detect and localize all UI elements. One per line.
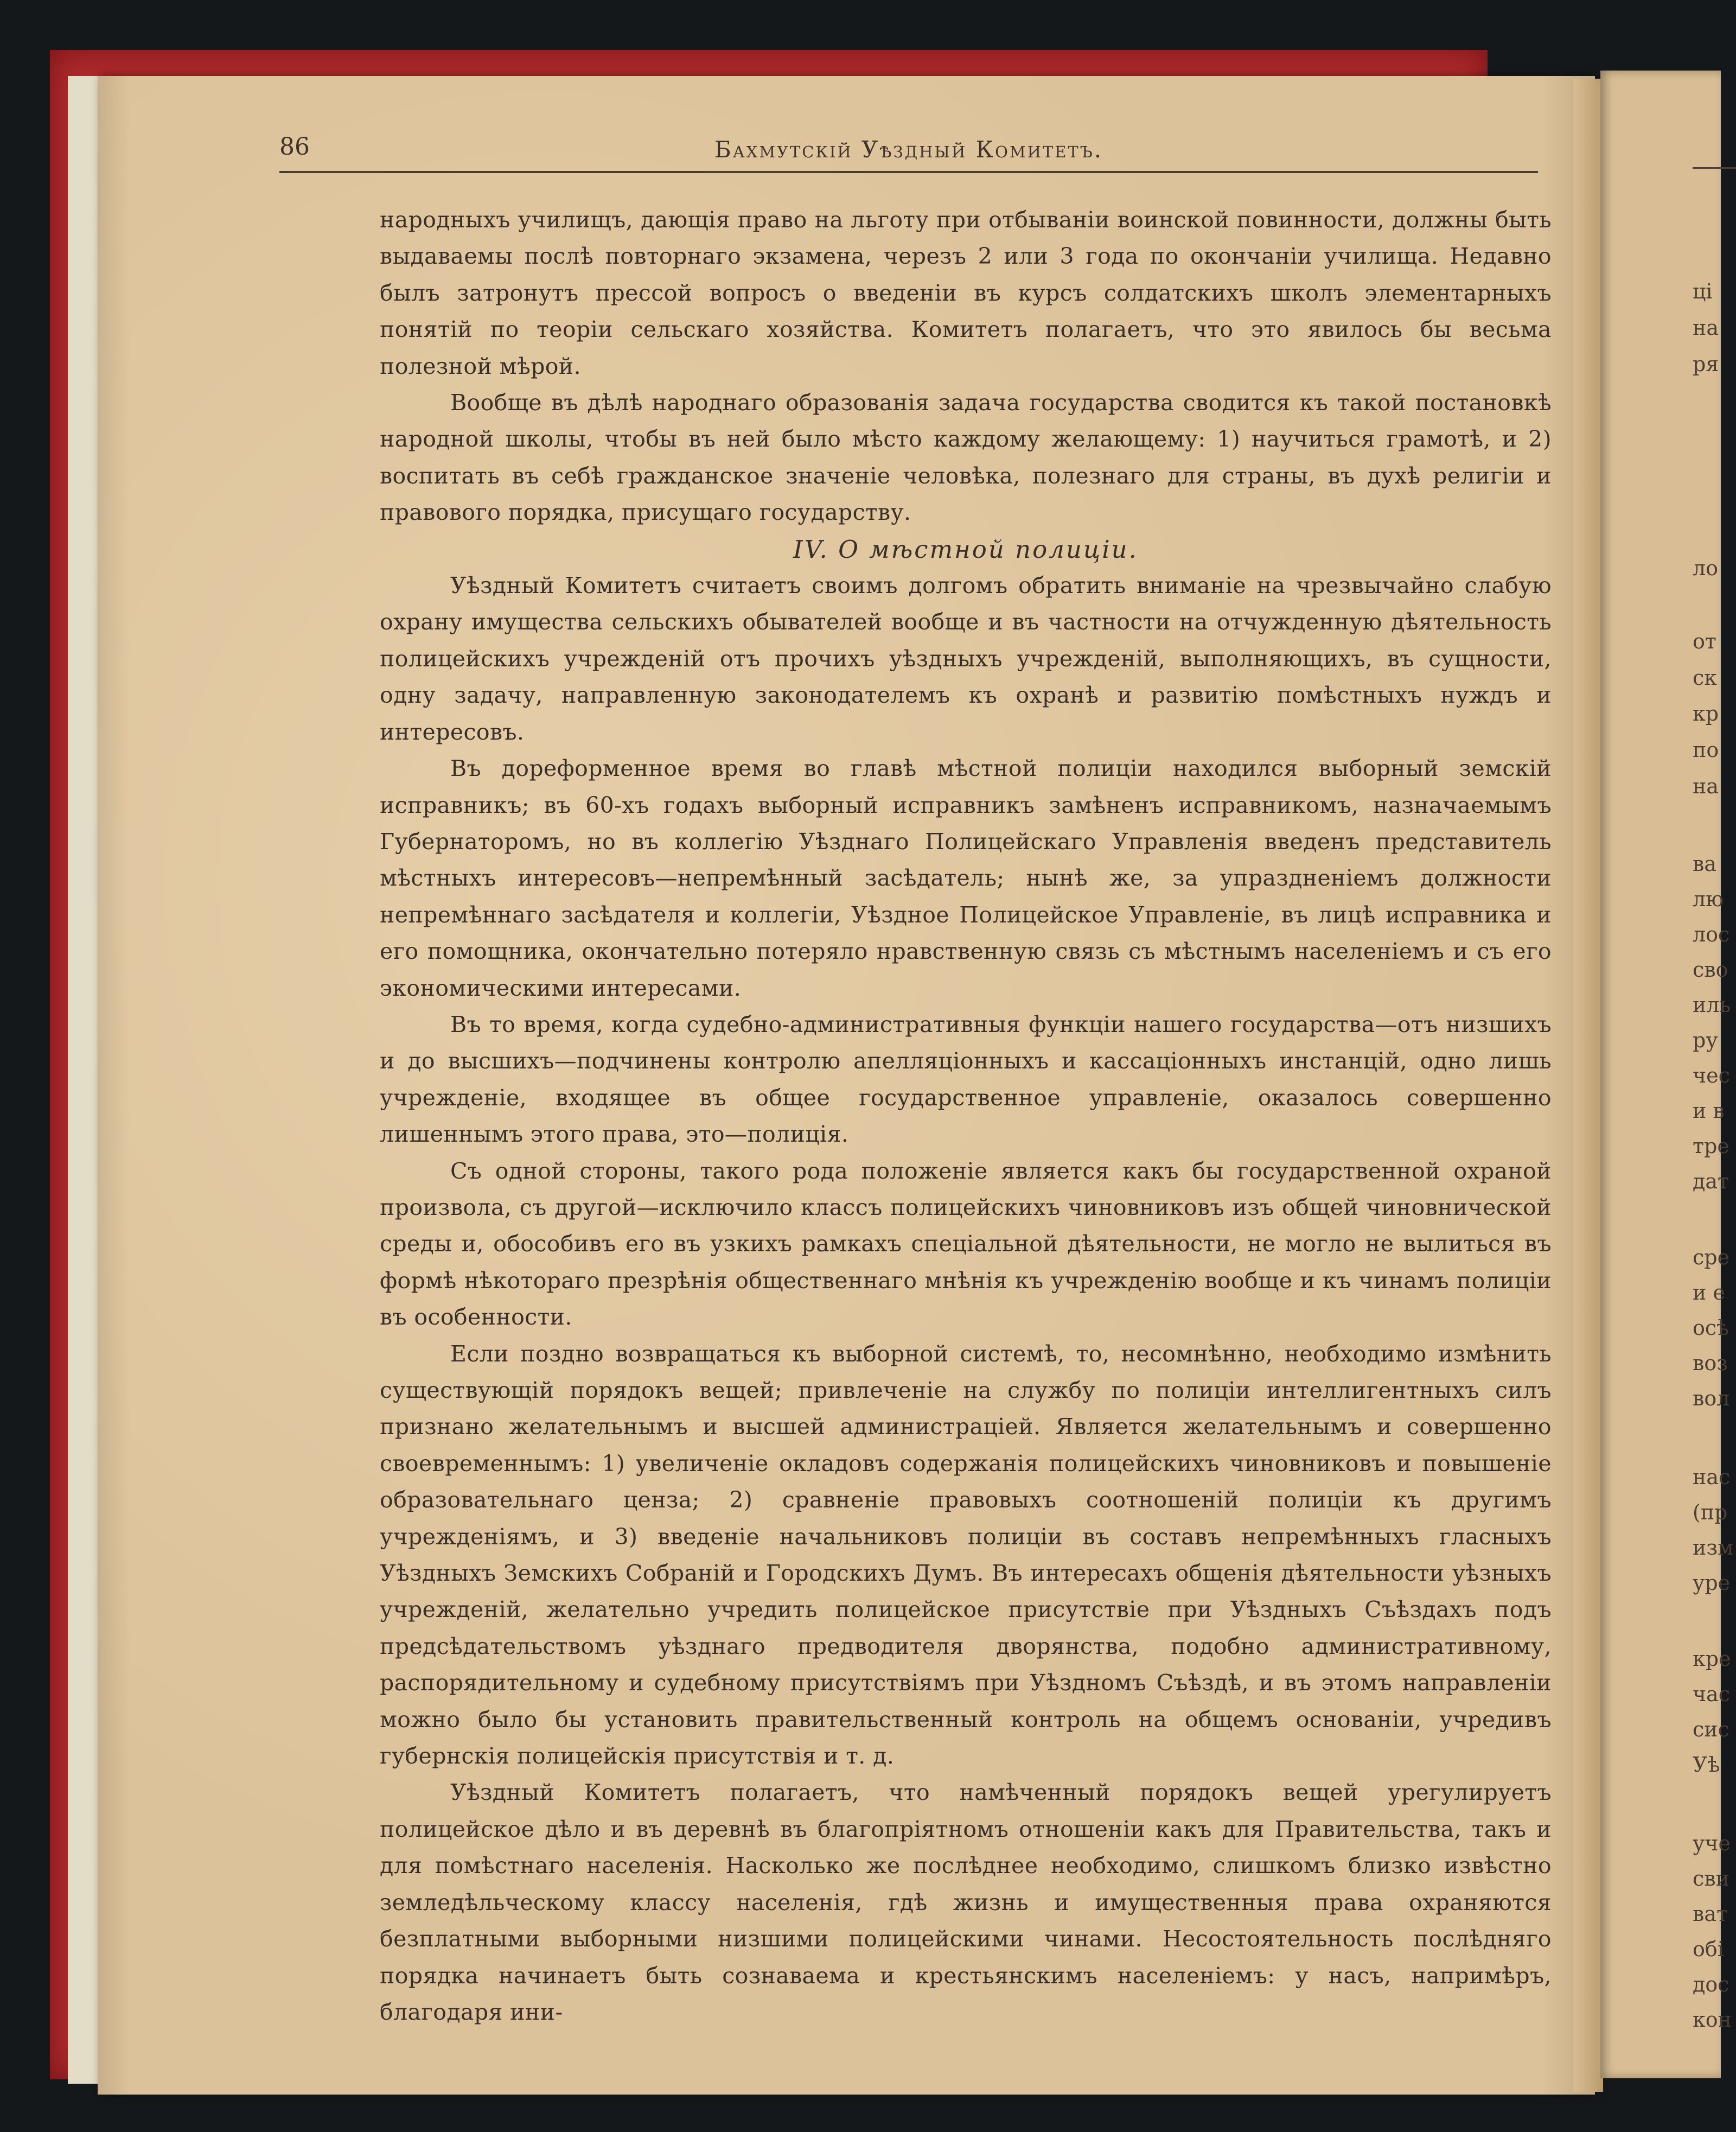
- right-page-text: тре: [1693, 1134, 1729, 1158]
- right-page-text: лю: [1693, 887, 1724, 911]
- right-page-rule: [1693, 167, 1736, 169]
- right-page-text: обі: [1693, 1937, 1724, 1961]
- right-page-text: ці: [1693, 279, 1713, 303]
- right-page-text: изм: [1693, 1536, 1734, 1560]
- right-page-fragment: [1600, 71, 1734, 2078]
- paragraph: Съ одной стороны, такого рода положеніе является какъ бы государственной охраной произвола, съ другой—исключило классъ полицейскихъ чиновниковъ изъ общей чиновнической среды и, обособивъ его въ узкихъ рамкахъ спеціальной дѣятельности, не могло не вылиться въ формѣ нѣкотораго презрѣнія общественнаго мнѣнія къ учрежденію вообще и къ чинамъ полиціи въ особенности.: [380, 1157, 1552, 1331]
- right-page-text: чес: [1693, 1064, 1730, 1087]
- right-page-text: дат: [1693, 1169, 1729, 1193]
- right-page-text: вол: [1693, 1386, 1730, 1410]
- right-page-text: лос: [1693, 922, 1730, 946]
- right-page-text: на: [1693, 774, 1719, 798]
- right-page-text: сво: [1693, 958, 1728, 982]
- right-page-text: от: [1693, 629, 1716, 653]
- right-page-text: уче: [1693, 1831, 1731, 1855]
- right-page-text: ск: [1693, 666, 1718, 690]
- paragraph: Если поздно возвращаться къ выборной системѣ, то, несомнѣнно, необходимо измѣнить существующій порядокъ вещей; привлеченіе на службу по полиціи интеллигентныхъ силъ признано желательнымъ и высшей администраціей. Является желательнымъ и совершенно своевременнымъ: 1) увеличеніе окладовъ содержанія полицейскихъ чиновниковъ и повышеніе образовательнаго ценза; 2) сравненіе правовыхъ соотношеній полиціи къ другимъ учрежденіямъ, и 3) введеніе начальниковъ полиціи въ составъ непремѣнныхъ гласныхъ Уѣздныхъ Земскихъ Собраній и Городскихъ Думъ. Въ интересахъ общенія дѣятельности уѣзныхъ учрежденій, желательно учредить полицейское присутствіе при Уѣздныхъ Съѣздахъ подъ предсѣдательствомъ уѣзднаго предводителя дворянства, подобно административному, распорядительному и судебному присутствіямъ при Уѣздномъ Съѣздѣ, и въ этомъ направленіи можно было бы установить правительственный контроль на общемъ основаніи, учредивъ губернскія полицейскія присутствія и т. д.: [380, 1340, 1552, 1770]
- right-page-text: час: [1693, 1682, 1731, 1706]
- page-header: [279, 133, 1538, 173]
- right-page-text: нас: [1693, 1465, 1731, 1489]
- right-page-text: сре: [1693, 1245, 1730, 1269]
- right-page-text: воз: [1693, 1351, 1728, 1375]
- page-number: 86: [279, 133, 310, 161]
- right-page-text: осѣ: [1693, 1316, 1729, 1340]
- right-page-text: ло: [1693, 556, 1719, 580]
- right-page-text: ря: [1693, 352, 1719, 376]
- running-title: Бахмутскій Уѣздный Комитетъ.: [714, 136, 1103, 163]
- right-page-text: кре: [1693, 1647, 1731, 1671]
- right-page-text: уре: [1693, 1571, 1731, 1595]
- right-page-text: по: [1693, 738, 1719, 762]
- right-page-text: сви: [1693, 1867, 1730, 1891]
- right-page-text: (пр: [1693, 1500, 1728, 1524]
- paragraph: Въ дореформенное время во главѣ мѣстной полиціи находился выборный земскій исправникъ; въ 60-хъ годахъ выборный исправникъ замѣненъ исправникомъ, назначаемымъ Губернаторомъ, но въ коллегію Уѣзднаго Полицейскаго Управленія введенъ представитель мѣстныхъ интересовъ—непремѣнный засѣдатель; нынѣ же, за упраздненіемъ должности непремѣннаго засѣдателя и коллегіи, Уѣздное Полицейское Управленіе, въ лицѣ исправника и его помощника, окончательно потеряло нравственную связь съ мѣстнымъ населеніемъ и съ его экономическими интересами.: [380, 755, 1552, 1001]
- right-page-text: ру: [1693, 1028, 1718, 1052]
- page-edge: [1573, 79, 1603, 2092]
- right-page-text: Уѣ: [1693, 1753, 1720, 1777]
- page-body: [380, 202, 1552, 2031]
- right-page-text: ват: [1693, 1902, 1728, 1926]
- section-heading: IV. О мѣстной полиціи.: [793, 534, 1138, 564]
- paragraph: Въ то время, когда судебно-административныя функціи нашего государства—отъ низшихъ и до высшихъ—подчинены контролю апелляціонныхъ и кассаціонныхъ инстанцій, одно лишь учрежденіе, входящее въ общее государственное управленіе, оказалось совершенно лишеннымъ этого права, это—полиція.: [380, 1011, 1552, 1148]
- paragraph: Вообще въ дѣлѣ народнаго образованія задача государства сводится къ такой постановкѣ народной школы, чтобы въ ней было мѣсто каждому желающему: 1) научиться грамотѣ, и 2) воспитать въ себѣ гражданское значеніе человѣка, полезнаго для страны, въ духѣ религіи и правового порядка, присущаго государству.: [380, 390, 1552, 526]
- right-page-text: и в: [1693, 1099, 1725, 1123]
- right-page-text: иль: [1693, 993, 1731, 1017]
- right-page-text: и е: [1693, 1281, 1725, 1304]
- right-page-text: кон: [1693, 2008, 1732, 2032]
- paragraph: Уѣздный Комитетъ считаетъ своимъ долгомъ обратить вниманіе на чрезвычайно слабую охрану имущества сельскихъ обывателей вообще и въ частности на отчужденную дѣятельность полицейскихъ учрежденій отъ прочихъ уѣздныхъ учрежденій, выполняющихъ, въ сущности, одну задачу, направленную законодателемъ къ охранѣ и развитію помѣстныхъ нуждъ и интересовъ.: [380, 572, 1552, 745]
- right-page-text: сис: [1693, 1717, 1729, 1741]
- right-page-text: на: [1693, 316, 1719, 340]
- right-page-text: кр: [1693, 702, 1719, 725]
- right-page-text: ва: [1693, 852, 1717, 876]
- right-page-text: дос: [1693, 1972, 1729, 1996]
- paragraph: народныхъ училищъ, дающія право на льготу при отбываніи воинской повинности, должны быть выдаваемы послѣ повторнаго экзамена, черезъ 2 или 3 года по окончаніи училища. Недавно былъ затронутъ прессой вопросъ о введеніи въ курсъ солдатскихъ школъ элементарныхъ понятій по теоріи сельскаго хозяйства. Комитетъ полагаетъ, что это явилось бы весьма полезной мѣрой.: [380, 207, 1552, 379]
- paragraph: Уѣздный Комитетъ полагаетъ, что намѣченный порядокъ вещей урегулируетъ полицейское дѣло и въ деревнѣ въ благопріятномъ отношеніи какъ для Правительства, такъ и для помѣстнаго населенія. Насколько же послѣднее необходимо, слишкомъ близко извѣстно земледѣльческому классу населенія, гдѣ жизнь и имущественныя права охраняются безплатными выборными низшими полицейскими чинами. Несостоятельность послѣдняго порядка начинаетъ быть сознаваема и крестьянскимъ населеніемъ: у насъ, напримѣръ, благодаря ини-: [380, 1779, 1552, 2025]
